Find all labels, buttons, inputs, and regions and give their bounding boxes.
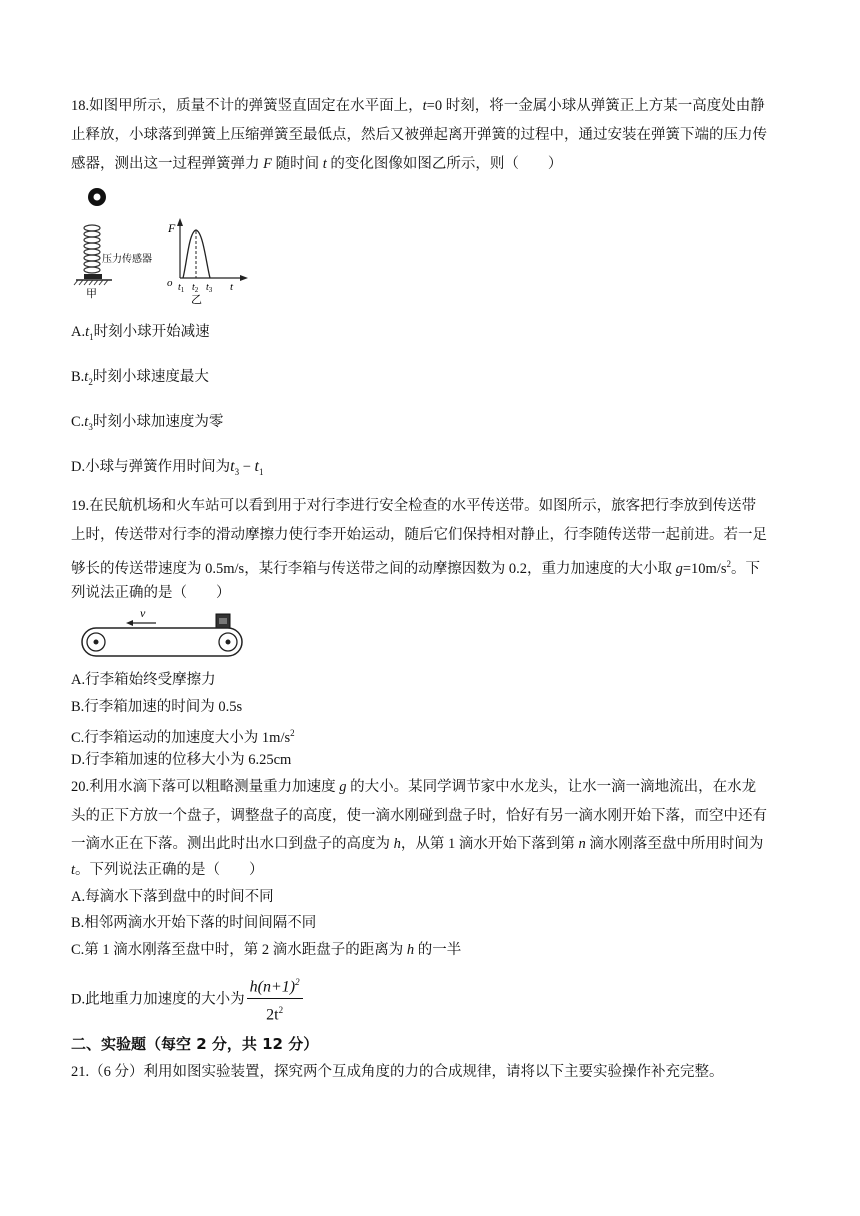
sensor-label: 压力传感器: [102, 254, 152, 265]
q21-line-1: 21.（6 分）利用如图实验装置，探究两个互成角度的力的合成规律，请将以下主要实验操作补充完整。: [71, 1064, 724, 1080]
q20-line-4: t。下列说法正确的是（ ）: [71, 862, 264, 878]
q20-option-b[interactable]: B.相邻两滴水开始下落的时间间隔不同: [71, 915, 317, 931]
tick-t3: $t_3$: [206, 282, 213, 294]
q18-option-d[interactable]: D.小球与弹簧作用时间为$t_3 - t_1$: [71, 458, 264, 477]
section-heading-experiments: 二、实验题（每空 2 分，共 12 分）: [71, 1035, 319, 1053]
spring-icon: [84, 225, 100, 273]
conveyor-belt: [82, 628, 242, 656]
axis-label-t: t: [230, 281, 234, 293]
velocity-label: v: [140, 606, 146, 620]
ball-highlight: [94, 194, 101, 201]
q20-line-1: 20.利用水滴下落可以粗略测量重力加速度 g 的大小。某同学调节家中水龙头，让水一滴一滴地流出，在水龙: [71, 779, 757, 795]
gravity-formula: $\frac{h(n+1)^2}{2t^2}$: [247, 972, 303, 1027]
label-jia: 甲: [86, 288, 97, 300]
q19-line-4: 列说法正确的是（ ）: [71, 585, 231, 601]
q19-option-d[interactable]: D.行李箱加速的位移大小为 6.25cm: [71, 752, 292, 768]
f-axis-arrow: [177, 218, 183, 226]
q19-line-3: 够长的传送带速度为 0.5m/s，某行李箱与传送带之间的动摩擦因数为 0.2，重力加速度的大小取 $g=10m/s^2$。下: [71, 559, 760, 577]
q20-option-c[interactable]: C.第 1 滴水刚落至盘中时，第 2 滴水距盘子的距离为 h 的一半: [71, 942, 462, 958]
q19-line-2: 上时，传送带对行李的滑动摩擦力使行李开始运动，随后它们保持相对静止，行李随传送带一起前进。若一足: [71, 527, 767, 543]
q18-figure: [72, 182, 252, 310]
q18-option-b[interactable]: $B.t_2$时刻小球速度最大: [71, 369, 209, 387]
pressure-sensor: [84, 274, 102, 279]
q19-option-c[interactable]: C.行李箱运动的加速度大小为 $1m/s^2$: [71, 728, 295, 746]
q18-line-2: 止释放，小球落到弹簧上压缩弹簧至最低点，然后又被弹起离开弹簧的过程中，通过安装在弹簧下端的压力传: [71, 127, 767, 143]
q20-line-3: 一滴水正在下落。测出此时出水口到盘子的高度为 h，从第 1 滴水开始下落到第 n 滴水刚落至盘中所用时间为: [71, 836, 764, 852]
q19-option-a[interactable]: A.行李箱始终受摩擦力: [71, 672, 216, 688]
q19-line-1: 19.在民航机场和火车站可以看到用于对行李进行安全检查的水平传送带。如图所示，旅客把行李放到传送带: [71, 498, 757, 514]
q20-option-a[interactable]: A.每滴水下落到盘中的时间不同: [71, 889, 274, 905]
q18-option-c[interactable]: $C.t_3$时刻小球加速度为零: [71, 414, 224, 432]
conveyor-figure: [78, 603, 248, 661]
velocity-arrowhead: [126, 620, 133, 626]
q18-line-1: 18.如图甲所示，质量不计的弹簧竖直固定在水平面上，t=0 时刻，将一金属小球从弹簧正上方某一高度处由静: [71, 98, 765, 114]
q20-line-2: 头的正下方放一个盘子，调整盘子的高度，使一滴水刚碰到盘子时，恰好有另一滴水刚开始下落，而空中还有: [71, 808, 767, 824]
q20-option-d[interactable]: D.此地重力加速度的大小为 $\frac{h(n+1)^2}{2t^2}$: [71, 972, 303, 1027]
origin-label: o: [167, 277, 173, 289]
t-axis-arrow: [240, 275, 248, 281]
tick-t1: $t_1$: [178, 282, 185, 294]
axis-label-F: F: [168, 221, 176, 235]
right-roller-axle: [226, 640, 231, 645]
label-yi: 乙: [191, 294, 202, 306]
left-roller-axle: [94, 640, 99, 645]
q18-line-3: 感器，测出这一过程弹簧弹力 F 随时间 t 的变化图像如图乙所示，则（ ）: [71, 156, 563, 172]
tick-t2: $t_2$: [192, 282, 199, 294]
q19-option-b[interactable]: B.行李箱加速的时间为 0.5s: [71, 699, 243, 715]
q18-option-a[interactable]: $A.t_1$时刻小球开始减速: [71, 324, 210, 342]
luggage-detail: [219, 618, 227, 624]
